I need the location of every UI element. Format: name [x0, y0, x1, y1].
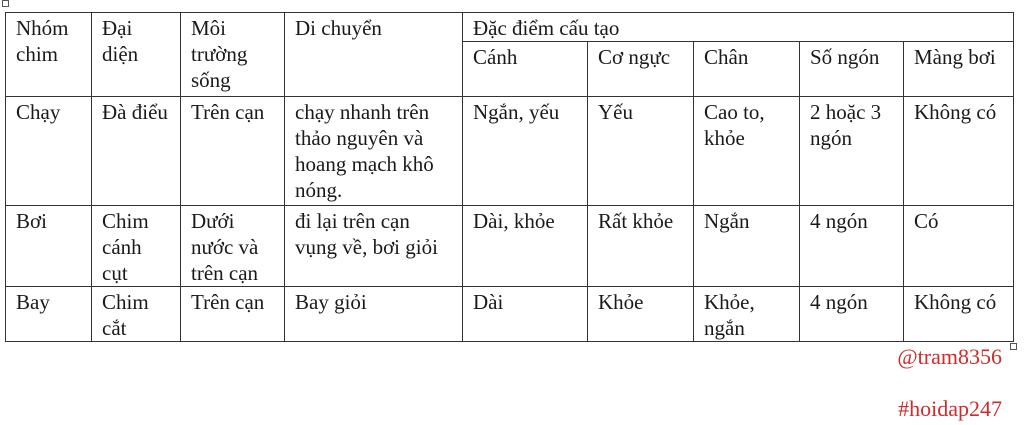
header-wing: Cánh [463, 42, 588, 97]
header-toes: Số ngón [800, 42, 904, 97]
cell-web: Không có [904, 97, 1014, 206]
cell-habitat: Trên cạn [181, 287, 285, 342]
bird-groups-table [5, 12, 1014, 342]
header-habitat: Môi trường sống [181, 13, 285, 97]
watermark-hashtag: #hoidap247 [898, 396, 1002, 421]
header-chest: Cơ ngực [588, 42, 694, 97]
cell-group: Bay [6, 287, 92, 342]
cell-representative: Chim cánh cụt [92, 206, 181, 287]
header-representative: Đại diện [92, 13, 181, 97]
header-group: Nhóm chim [6, 13, 92, 97]
cell-wing: Ngắn, yếu [463, 97, 588, 206]
cell-web: Không có [904, 287, 1014, 342]
cell-habitat: Dưới nước và trên cạn [181, 206, 285, 287]
selection-handle-bottom-right[interactable] [1010, 343, 1017, 350]
cell-wing: Dài, khỏe [463, 206, 588, 287]
cell-chest: Rất khỏe [588, 206, 694, 287]
cell-web: Có [904, 206, 1014, 287]
header-leg: Chân [694, 42, 800, 97]
cell-chest: Khỏe [588, 287, 694, 342]
header-movement: Di chuyển [285, 13, 463, 97]
table-row [6, 287, 1014, 342]
table-row [6, 97, 1014, 206]
cell-movement: chạy nhanh trên thảo nguyên và hoang mạch khô nóng. [285, 97, 463, 206]
cell-representative: Chim cắt [92, 287, 181, 342]
table-row [6, 206, 1014, 287]
cell-leg: Khỏe, ngắn [694, 287, 800, 342]
cell-toes: 4 ngón [800, 206, 904, 287]
selection-handle-top-left[interactable] [2, 0, 9, 7]
cell-movement: Bay giỏi [285, 287, 463, 342]
header-features: Đặc điểm cấu tạo [463, 13, 1014, 42]
cell-habitat: Trên cạn [181, 97, 285, 206]
watermark-username: @tram8356 [897, 344, 1002, 369]
cell-leg: Cao to, khỏe [694, 97, 800, 206]
cell-movement: đi lại trên cạn vụng về, bơi giỏi [285, 206, 463, 287]
cell-representative: Đà điểu [92, 97, 181, 206]
cell-toes: 2 hoặc 3 ngón [800, 97, 904, 206]
cell-toes: 4 ngón [800, 287, 904, 342]
cell-group: Chạy [6, 97, 92, 206]
cell-leg: Ngắn [694, 206, 800, 287]
cell-chest: Yếu [588, 97, 694, 206]
header-web: Màng bơi [904, 42, 1014, 97]
cell-wing: Dài [463, 287, 588, 342]
cell-group: Bơi [6, 206, 92, 287]
